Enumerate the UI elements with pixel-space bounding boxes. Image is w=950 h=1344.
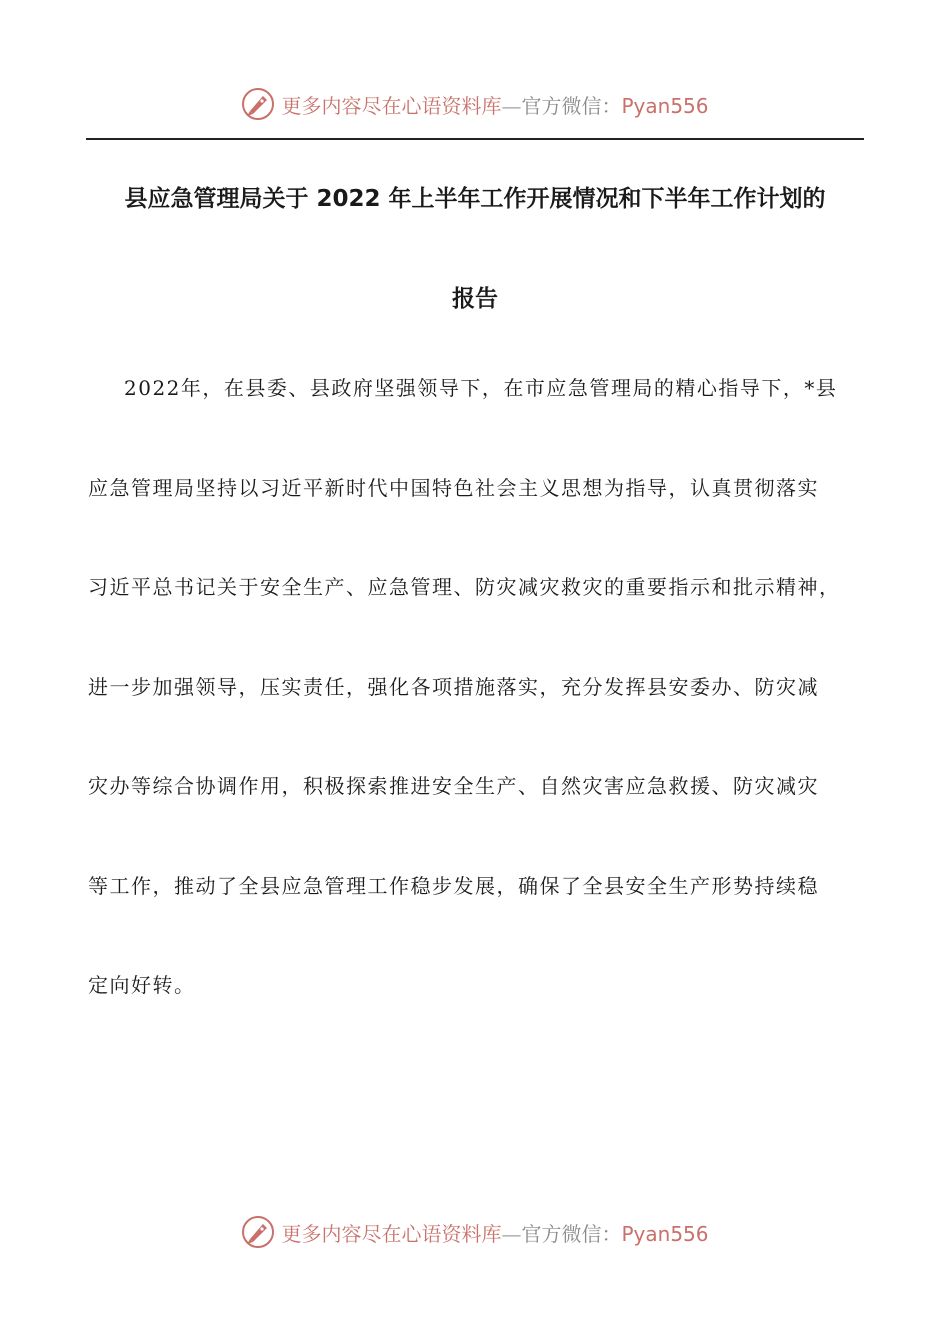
banner-text xyxy=(281,1218,708,1247)
paragraph-line-1: 2022年，在县委、县政府坚强领导下，在市应急管理局的精心指导下，*县 xyxy=(124,376,838,400)
pen-nib-logo-icon xyxy=(241,87,275,121)
header-rule xyxy=(86,138,864,140)
paragraph-line-6: 等工作，推动了全县应急管理工作稳步发展，确保了全县安全生产形势持续稳 xyxy=(88,874,819,898)
paragraph-line-7: 定向好转。 xyxy=(88,973,196,997)
paragraph-line-4: 进一步加强领导，压实责任，强化各项措施落实，充分发挥县安委办、防灾减 xyxy=(88,675,819,699)
banner-dash: — xyxy=(501,93,522,118)
paragraph-line-3: 习近平总书记关于安全生产、应急管理、防灾减灾救灾的重要指示和批示精神， xyxy=(88,575,841,599)
footer-banner xyxy=(0,1210,950,1254)
wechat-id: Pyan556 xyxy=(621,1221,709,1246)
official-wechat-label: 官方微信： xyxy=(521,1221,622,1246)
document-title-line-2: 报告 xyxy=(452,286,498,312)
banner-dash: — xyxy=(501,1221,522,1246)
wechat-id: Pyan556 xyxy=(621,93,709,118)
brand-text: 更多内容尽在心语资料库 xyxy=(281,93,502,118)
header-banner xyxy=(0,82,950,126)
document-title-line-1: 县应急管理局关于 2022 年上半年工作开展情况和下半年工作计划的 xyxy=(124,186,826,212)
banner-text xyxy=(281,90,708,119)
official-wechat-label: 官方微信： xyxy=(521,93,622,118)
pen-nib-logo-icon xyxy=(241,1215,275,1249)
brand-text: 更多内容尽在心语资料库 xyxy=(281,1221,502,1246)
paragraph-line-2: 应急管理局坚持以习近平新时代中国特色社会主义思想为指导，认真贯彻落实 xyxy=(88,476,819,500)
paragraph-line-5: 灾办等综合协调作用，积极探索推进安全生产、自然灾害应急救援、防灾减灾 xyxy=(88,774,819,798)
